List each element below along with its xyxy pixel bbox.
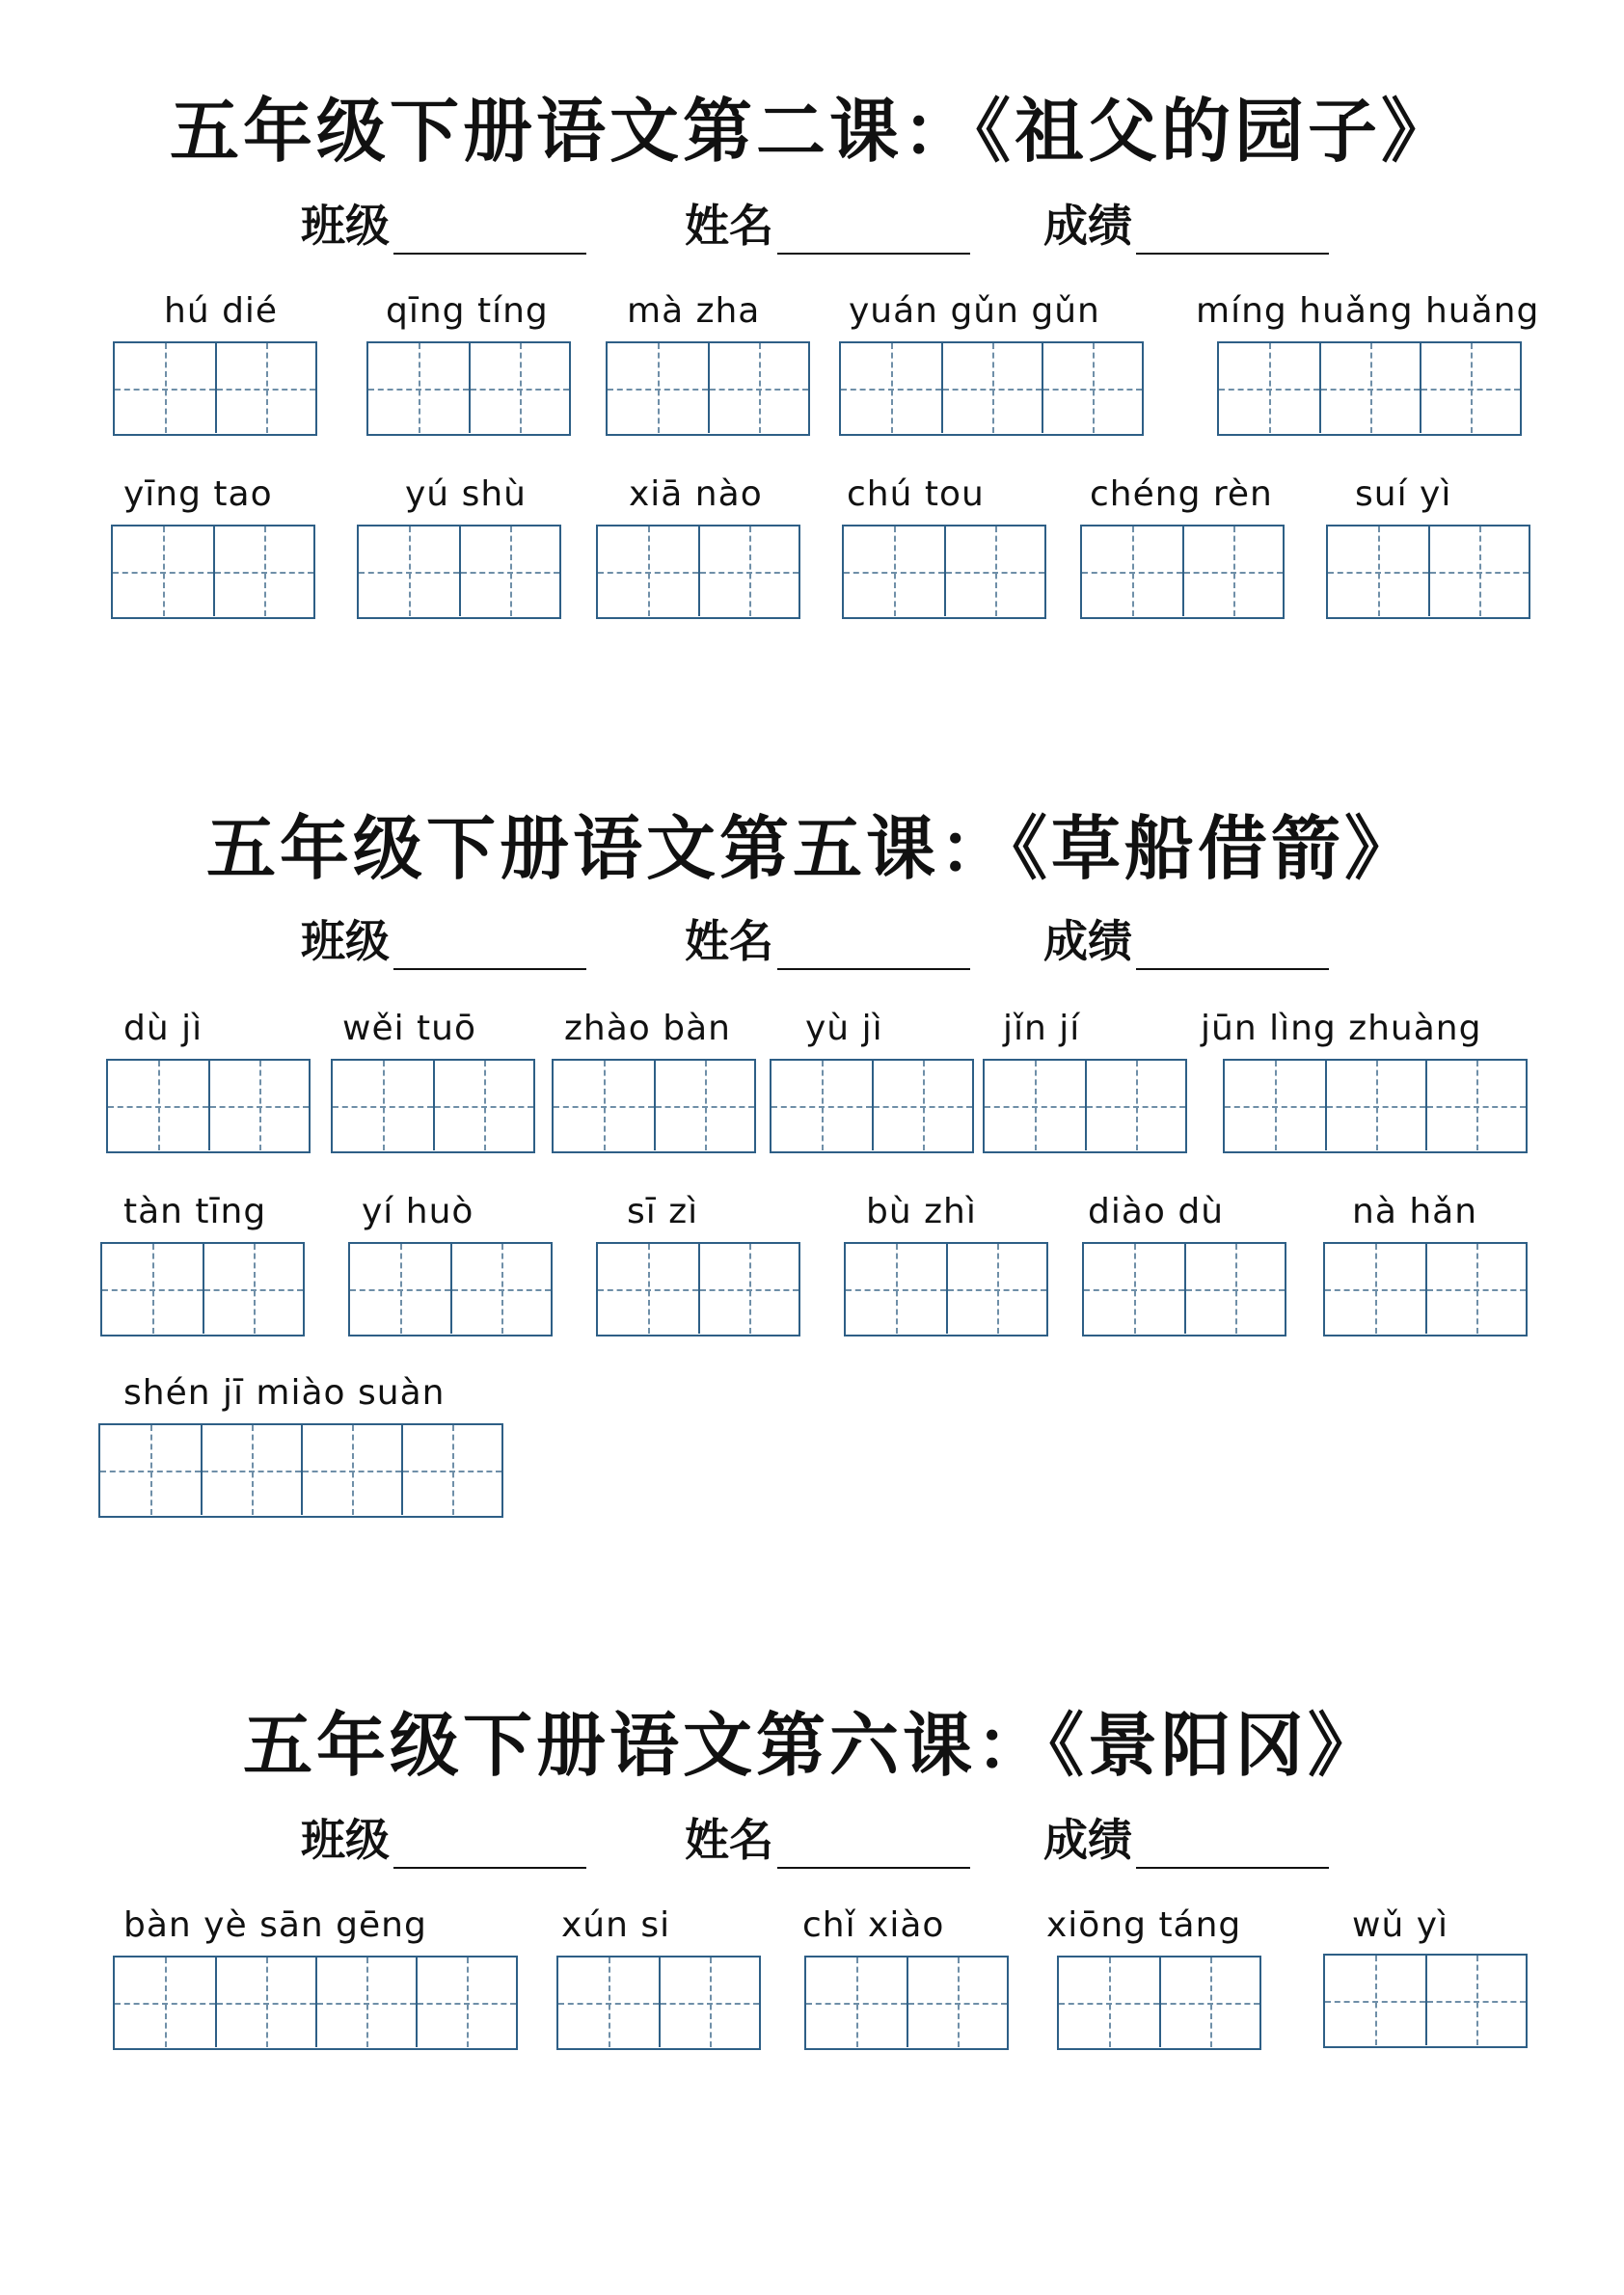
character-cell[interactable]	[1420, 343, 1520, 433]
character-cell[interactable]	[108, 1061, 208, 1150]
character-cell[interactable]	[213, 526, 313, 616]
writing-boxes[interactable]	[842, 525, 1046, 619]
pinyin-label: yīng tao	[123, 474, 273, 514]
pinyin-label: jǐn jí	[1003, 1009, 1081, 1048]
character-cell[interactable]	[215, 343, 315, 433]
character-cell[interactable]	[1042, 343, 1142, 433]
writing-boxes[interactable]	[770, 1059, 974, 1153]
pinyin-label: jūn lìng zhuàng	[1201, 1009, 1482, 1048]
pinyin-label: dù jì	[123, 1009, 203, 1048]
writing-boxes[interactable]	[111, 525, 315, 619]
character-cell[interactable]	[654, 1061, 754, 1150]
character-cell[interactable]	[1159, 1958, 1259, 2047]
score-blank[interactable]	[1136, 926, 1329, 970]
writing-boxes[interactable]	[839, 341, 1144, 436]
character-cell[interactable]	[1082, 526, 1182, 616]
character-cell[interactable]	[941, 343, 1042, 433]
pinyin-label: diào dù	[1088, 1192, 1225, 1231]
pinyin-label: chǐ xiào	[802, 1905, 945, 1945]
lesson-title: 五年级下册语文第五课：《草船借箭》	[205, 807, 1418, 889]
writing-boxes[interactable]	[113, 1956, 518, 2050]
character-cell[interactable]	[1325, 1061, 1425, 1150]
character-cell[interactable]	[846, 1244, 946, 1334]
pinyin-label: sī zì	[627, 1192, 699, 1231]
character-cell[interactable]	[806, 1958, 907, 2047]
writing-boxes[interactable]	[1326, 525, 1530, 619]
writing-boxes[interactable]	[606, 341, 810, 436]
lesson-title: 五年级下册语文第六课：《景阳冈》	[242, 1704, 1381, 1786]
score-blank[interactable]	[1136, 1824, 1329, 1869]
pinyin-label: qīng tíng	[386, 291, 549, 331]
writing-boxes[interactable]	[596, 1242, 800, 1336]
character-cell[interactable]	[113, 526, 213, 616]
character-cell[interactable]	[115, 343, 215, 433]
character-cell[interactable]	[1319, 343, 1420, 433]
character-cell[interactable]	[771, 1061, 872, 1150]
writing-boxes[interactable]	[98, 1423, 503, 1518]
character-cell[interactable]	[1184, 1244, 1285, 1334]
pinyin-label: yú shù	[405, 474, 527, 514]
writing-boxes[interactable]	[366, 341, 571, 436]
pinyin-label: shén jī miào suàn	[123, 1373, 446, 1413]
pinyin-label: xún si	[561, 1905, 671, 1945]
writing-boxes[interactable]	[1323, 1954, 1528, 2048]
character-cell[interactable]	[203, 1244, 303, 1334]
pinyin-label: nà hǎn	[1352, 1192, 1478, 1231]
pinyin-label: tàn tīng	[123, 1192, 267, 1231]
writing-boxes[interactable]	[844, 1242, 1048, 1336]
character-cell[interactable]	[907, 1958, 1007, 2047]
character-cell[interactable]	[215, 1958, 315, 2047]
writing-boxes[interactable]	[100, 1242, 305, 1336]
character-cell[interactable]	[872, 1061, 972, 1150]
pinyin-label: bù zhì	[866, 1192, 977, 1231]
character-cell[interactable]	[1428, 526, 1529, 616]
character-cell[interactable]	[558, 1958, 659, 2047]
character-cell[interactable]	[359, 526, 459, 616]
character-cell[interactable]	[985, 1061, 1085, 1150]
writing-boxes[interactable]	[1057, 1956, 1261, 2050]
writing-boxes[interactable]	[596, 525, 800, 619]
character-cell[interactable]	[1325, 1956, 1425, 2045]
pinyin-label: wǔ yì	[1352, 1905, 1449, 1945]
writing-boxes[interactable]	[331, 1059, 535, 1153]
writing-boxes[interactable]	[348, 1242, 553, 1336]
class-blank[interactable]	[393, 926, 586, 970]
character-cell[interactable]	[301, 1425, 401, 1515]
name-field: 姓名	[685, 191, 970, 255]
character-cell[interactable]	[1325, 1244, 1425, 1334]
character-cell[interactable]	[469, 343, 569, 433]
name-field: 姓名	[685, 1805, 970, 1869]
writing-boxes[interactable]	[1217, 341, 1522, 436]
class-field: 班级	[301, 906, 586, 970]
character-cell[interactable]	[1328, 526, 1428, 616]
character-cell[interactable]	[368, 343, 469, 433]
class-field: 班级	[301, 1805, 586, 1869]
character-cell[interactable]	[100, 1425, 201, 1515]
writing-boxes[interactable]	[1080, 525, 1285, 619]
character-cell[interactable]	[659, 1958, 759, 2047]
character-cell[interactable]	[433, 1061, 533, 1150]
lesson-title: 五年级下册语文第二课：《祖父的园子》	[169, 90, 1454, 172]
pinyin-label: suí yì	[1355, 474, 1452, 514]
pinyin-label: yí huò	[362, 1192, 474, 1231]
character-cell[interactable]	[841, 343, 941, 433]
character-cell[interactable]	[201, 1425, 301, 1515]
pinyin-label: míng huǎng huǎng	[1196, 291, 1540, 331]
name-field: 姓名	[685, 906, 970, 970]
writing-boxes[interactable]	[357, 525, 561, 619]
character-cell[interactable]	[315, 1958, 416, 2047]
pinyin-label: wěi tuō	[342, 1009, 476, 1048]
score-blank[interactable]	[1136, 210, 1329, 255]
score-field: 成绩	[1043, 906, 1329, 970]
class-field: 班级	[301, 191, 586, 255]
name-blank[interactable]	[777, 210, 970, 255]
writing-boxes[interactable]	[106, 1059, 311, 1153]
character-cell[interactable]	[598, 526, 698, 616]
writing-boxes[interactable]	[1323, 1242, 1528, 1336]
character-cell[interactable]	[946, 1244, 1046, 1334]
class-blank[interactable]	[393, 210, 586, 255]
score-field: 成绩	[1043, 1805, 1329, 1869]
character-cell[interactable]	[416, 1958, 516, 2047]
character-cell[interactable]	[1182, 526, 1283, 616]
character-cell[interactable]	[844, 526, 944, 616]
pinyin-label: xiōng táng	[1046, 1905, 1242, 1945]
character-cell[interactable]	[554, 1061, 654, 1150]
character-cell[interactable]	[350, 1244, 450, 1334]
character-cell[interactable]	[459, 526, 559, 616]
writing-boxes[interactable]	[983, 1059, 1187, 1153]
pinyin-label: bàn yè sān gēng	[123, 1905, 427, 1945]
character-cell[interactable]	[333, 1061, 433, 1150]
character-cell[interactable]	[208, 1061, 309, 1150]
character-cell[interactable]	[1059, 1958, 1159, 2047]
character-cell[interactable]	[608, 343, 708, 433]
class-blank[interactable]	[393, 1824, 586, 1869]
character-cell[interactable]	[1225, 1061, 1325, 1150]
character-cell[interactable]	[1219, 343, 1319, 433]
character-cell[interactable]	[698, 1244, 798, 1334]
name-blank[interactable]	[777, 1824, 970, 1869]
pinyin-label: yuán gǔn gǔn	[849, 291, 1100, 331]
writing-boxes[interactable]	[113, 341, 317, 436]
character-cell[interactable]	[944, 526, 1044, 616]
writing-boxes[interactable]	[1082, 1242, 1286, 1336]
character-cell[interactable]	[1084, 1244, 1184, 1334]
name-blank[interactable]	[777, 926, 970, 970]
character-cell[interactable]	[1425, 1244, 1526, 1334]
character-cell[interactable]	[1085, 1061, 1185, 1150]
character-cell[interactable]	[115, 1958, 215, 2047]
pinyin-label: hú dié	[164, 291, 279, 331]
pinyin-label: xiā nào	[629, 474, 763, 514]
writing-boxes[interactable]	[1223, 1059, 1528, 1153]
pinyin-label: chú tou	[847, 474, 985, 514]
character-cell[interactable]	[1425, 1956, 1526, 2045]
character-cell[interactable]	[401, 1425, 501, 1515]
writing-boxes[interactable]	[552, 1059, 756, 1153]
pinyin-label: zhào bàn	[564, 1009, 731, 1048]
pinyin-label: yù jì	[805, 1009, 883, 1048]
score-field: 成绩	[1043, 191, 1329, 255]
pinyin-label: mà zha	[627, 291, 761, 331]
character-cell[interactable]	[102, 1244, 203, 1334]
writing-boxes[interactable]	[556, 1956, 761, 2050]
pinyin-label: chéng rèn	[1090, 474, 1273, 514]
character-cell[interactable]	[450, 1244, 551, 1334]
character-cell[interactable]	[708, 343, 808, 433]
character-cell[interactable]	[598, 1244, 698, 1334]
character-cell[interactable]	[1425, 1061, 1526, 1150]
writing-boxes[interactable]	[804, 1956, 1009, 2050]
character-cell[interactable]	[698, 526, 798, 616]
